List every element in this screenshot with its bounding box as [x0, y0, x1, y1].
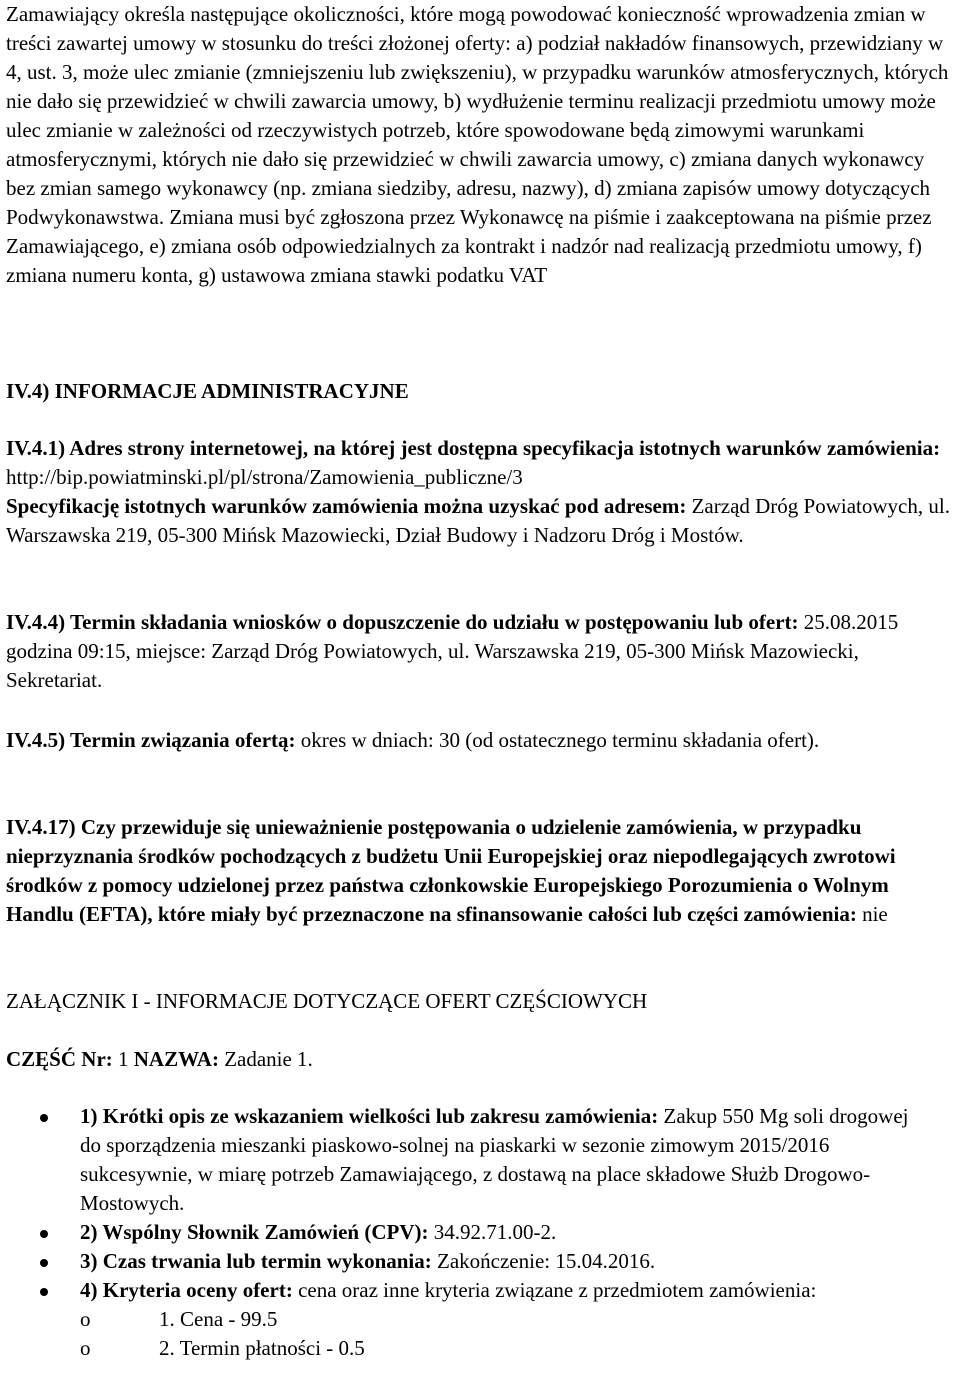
spec-url-link[interactable]: http://bip.powiatminski.pl/pl/strona/Zamowienia_publiczne/3	[6, 465, 523, 489]
list-item-cpv	[0, 1218, 960, 1247]
criteria-item	[80, 1334, 924, 1363]
annulment-value: nie	[856, 902, 888, 926]
section-iv4417	[6, 813, 958, 929]
criteria-sublist	[80, 1305, 924, 1363]
part-number-label: CZĘŚĆ Nr:	[6, 1047, 113, 1071]
spec-address-value: Zarząd Dróg Powiatowych, ul. Warszawska 219, 05-300 Mińsk Mazowiecki, Dział Budowy i Nadzoru Dróg i Mostów.	[6, 494, 950, 547]
part-number-value: 1	[112, 1047, 134, 1071]
part-details-list	[0, 1102, 960, 1363]
criteria-value: cena oraz inne kryteria związane z przedmiotem zamówienia:	[292, 1278, 817, 1302]
description-value: Zakup 550 Mg soli drogowej do sporządzenia mieszanki piaskowo-solnej na piaskarki w sezonie zimowym 2015/2016 sukcesywnie, w miarę potrzeb Zamawiającego, z dostawą na place składowe Służb Drogowo-Mostowych.	[80, 1104, 909, 1215]
criteria-item-text: 2. Termin płatności - 0.5	[159, 1336, 365, 1360]
part-heading	[6, 1045, 313, 1074]
part-name-label: NAZWA:	[133, 1047, 219, 1071]
section-iv444	[6, 608, 958, 695]
spec-address-label: Specyfikację istotnych warunków zamówienia można uzyskać pod adresem:	[6, 494, 687, 518]
list-item-criteria	[0, 1276, 960, 1363]
annex-title: ZAŁĄCZNIK I - INFORMACJE DOTYCZĄCE OFERT CZĘŚCIOWYCH	[6, 989, 648, 1013]
list-item-description	[0, 1102, 960, 1218]
circle-bullet-marker: o	[80, 1307, 91, 1331]
spec-url-label: IV.4.1) Adres strony internetowej, na której jest dostępna specyfikacja istotnych warunków zamówienia:	[6, 436, 941, 460]
spec-url-paragraph	[6, 434, 958, 492]
section-heading-iv4	[6, 377, 409, 406]
duration-value: Zakończenie: 15.04.2016.	[431, 1249, 656, 1273]
section-iv41	[6, 434, 958, 550]
deadline-value: 25.08.2015 godzina 09:15, miejsce: Zarząd Dróg Powiatowych, ul. Warszawska 219, 05-300 Mińsk Mazowiecki, Sekretariat.	[6, 610, 899, 692]
section-heading-text: IV.4) INFORMACJE ADMINISTRACYJNE	[6, 379, 409, 403]
intro-paragraph: Zamawiający określa następujące okoliczności, które mogą powodować konieczność wprowadzenia zmian w treści zawartej umowy w stosunku do treści złożonej oferty: a) podział nakładów finansowych, przewidziany w 4, ust. 3, może ulec zmianie (zmniejszeniu lub zwiększeniu), w przypadku warunków atmosferycznych, których nie dało się przewidzieć w chwili zawarcia umowy, b) wydłużenie terminu realizacji przedmiotu umowy może ulec zmianie w zależności od rzeczywistych potrzeb, które spowodowane będą zimowymi warunkami atmosferycznymi, których nie dało się przewidzieć w chwili zawarcia umowy, c) zmiana danych wykonawcy bez zmian samego wykonawcy (np. zmiana siedziby, adresu, nazwy), d) zmiana zapisów umowy dotyczących Podwykonawstwa. Zmiana musi być zgłoszona przez Wykonawcę na piśmie i zaakceptowana na piśmie przez Zamawiającego, e) zmiana osób odpowiedzialnych za kontrakt i nadzór nad realizacją przedmiotu umowy, f) zmiana numeru konta, g) ustawowa zmiana stawki podatku VAT	[6, 2, 949, 287]
cpv-label: 2) Wspólny Słownik Zamówień (CPV):	[80, 1220, 429, 1244]
circle-bullet-marker: o	[80, 1336, 91, 1360]
deadline-label: IV.4.4) Termin składania wniosków o dopuszczenie do udziału w postępowaniu lub ofert:	[6, 610, 799, 634]
duration-label: 3) Czas trwania lub termin wykonania:	[80, 1249, 432, 1273]
list-item-duration	[0, 1247, 960, 1276]
spec-address-paragraph	[6, 492, 958, 550]
binding-period-value: okres w dniach: 30 (od ostatecznego terminu składania ofert).	[295, 728, 820, 752]
section-iv445	[6, 726, 958, 755]
criteria-item-text: 1. Cena - 99.5	[159, 1307, 278, 1331]
cpv-value: 34.92.71.00-2.	[428, 1220, 557, 1244]
criteria-item	[80, 1305, 924, 1334]
criteria-label: 4) Kryteria oceny ofert:	[80, 1278, 293, 1302]
binding-period-label: IV.4.5) Termin związania ofertą:	[6, 728, 296, 752]
description-label: 1) Krótki opis ze wskazaniem wielkości lub zakresu zamówienia:	[80, 1104, 659, 1128]
part-name-value: Zadanie 1.	[218, 1047, 313, 1071]
annulment-label: IV.4.17) Czy przewiduje się unieważnienie postępowania o udzielenie zamówienia, w przypadku nieprzyznania środków pochodzących z budżetu Unii Europejskiej oraz niepodlegających zwrotowi środków z pomocy udzielonej przez państwa członkowskie Europejskiego Porozumienia o Wolnym Handlu (EFTA), które miały być przeznaczone na sfinansowanie całości lub części zamówienia:	[6, 815, 896, 926]
